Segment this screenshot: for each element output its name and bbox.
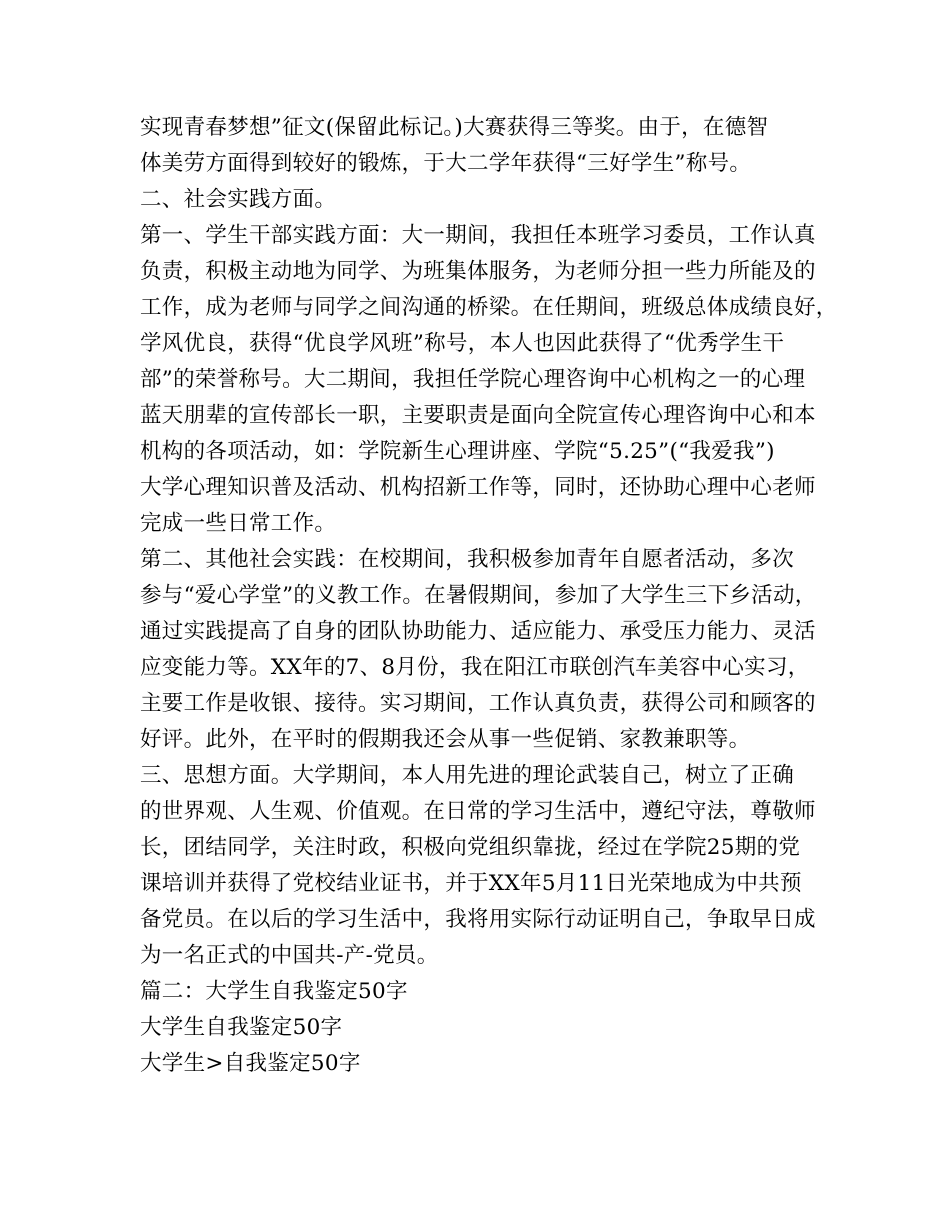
text-line: 部”的荣誉称号。大二期间，我担任学院心理咨询中心机构之一的心理 [140,367,806,392]
text-line: 机构的各项活动，如：学院新生心理讲座、学院“5.25”(“我爱我”) [140,439,775,464]
text-line: 长，团结同学，关注时政，积极向党组织靠拢，经过在学院25期的党 [140,835,801,860]
section-heading: 篇二：大学生自我鉴定50字 [140,979,408,1004]
text-line: 应变能力等。XX年的7、8月份，我在阳江市联创汽车美容中心实习， [140,655,810,680]
text-line: 备党员。在以后的学习生活中，我将用实际行动证明自己，争取早日成 [140,907,816,932]
text-line: 完成一些日常工作。 [140,511,337,536]
text-line: 学风优良，获得“优良学风班”称号，本人也因此获得了“优秀学生干 [140,331,785,356]
text-line: 参与“爱心学堂”的义教工作。在暑假期间，参加了大学生三下乡活动， [140,583,817,608]
text-line: 蓝天朋辈的宣传部长一职，主要职责是面向全院宣传心理咨询中心和本 [140,403,816,428]
text-line: 通过实践提高了自身的团队协助能力、适应能力、承受压力能力、灵活 [140,619,816,644]
section-heading: 二、社会实践方面。 [140,187,337,212]
text-line: 实现青春梦想”征文(保留此标记。)大赛获得三等奖。由于，在德智 [140,115,769,140]
text-line: 三、思想方面。大学期间，本人用先进的理论武装自己，树立了正确 [140,763,795,788]
text-line: 课培训并获得了党校结业证书，并于XX年5月11日光荣地成为中共预 [140,871,802,896]
section-heading: 大学生>自我鉴定50字 [140,1051,361,1076]
text-line: 工作，成为老师与同学之间沟通的桥梁。在任期间，班级总体成绩良好， [140,295,838,320]
section-heading: 大学生自我鉴定50字 [140,1015,343,1040]
text-line: 负责，积极主动地为同学、为班集体服务，为老师分担一些力所能及的 [140,259,816,284]
text-line: 的世界观、人生观、价值观。在日常的学习生活中，遵纪守法，尊敬师 [140,799,816,824]
text-line: 为一名正式的中国共-产-党员。 [140,943,439,968]
text-line: 大学心理知识普及活动、机构招新工作等，同时，还协助心理中心老师 [140,475,816,500]
text-line: 第二、其他社会实践：在校期间，我积极参加青年自愿者活动，多次 [140,547,795,572]
text-line: 主要工作是收银、接待。实习期间，工作认真负责，获得公司和顾客的 [140,691,816,716]
text-line: 第一、学生干部实践方面：大一期间，我担任本班学习委员，工作认真 [140,223,816,248]
text-line: 好评。此外，在平时的假期我还会从事一些促销、家教兼职等。 [140,727,751,752]
text-line: 体美劳方面得到较好的锻炼，于大二学年获得“三好学生”称号。 [140,151,752,176]
